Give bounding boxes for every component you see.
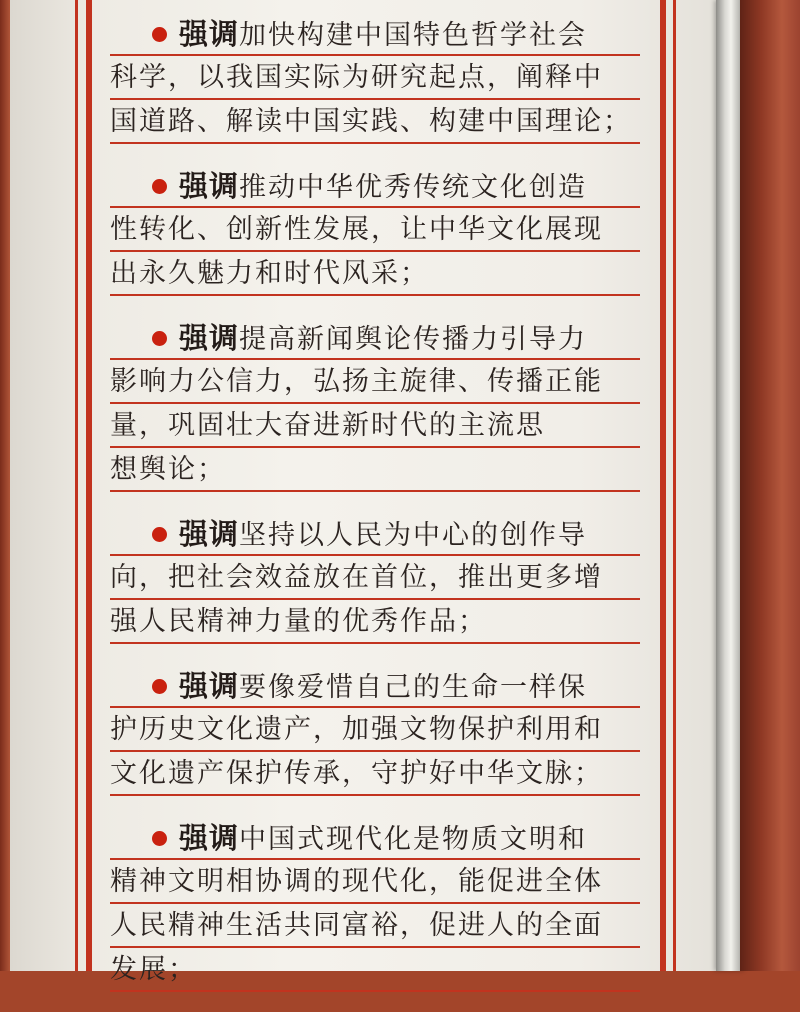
keyword: 强调	[179, 517, 240, 551]
line-text: 护历史文化遗产，加强文物保护利用和	[110, 714, 603, 745]
keyword: 强调	[179, 321, 240, 355]
bullet-icon	[152, 679, 167, 694]
leather-background-left	[0, 0, 10, 971]
keyword: 强调	[179, 669, 240, 703]
line-text: 发展；	[110, 954, 197, 985]
line-text: 加快构建中国特色哲学社会	[239, 20, 588, 51]
line-text: 推动中华优秀传统文化创造	[239, 172, 588, 203]
line-text: 想舆论；	[110, 454, 226, 485]
line-text: 人民精神生活共同富裕，促进人的全面	[110, 910, 603, 941]
line-text: 要像爱惜自己的生命一样保	[239, 672, 588, 703]
line-text: 影响力公信力，弘扬主旋律、传播正能	[110, 366, 603, 397]
border-line-left-inner	[86, 0, 92, 971]
border-line-right-outer	[673, 0, 676, 971]
line-text: 国道路、解读中国实践、构建中国理论；	[110, 106, 632, 137]
line-text: 坚持以人民为中心的创作导	[239, 520, 588, 551]
line-text: 提高新闻舆论传播力引导力	[239, 324, 588, 355]
emphasis-paragraph	[110, 664, 640, 796]
line-text: 量，巩固壮大奋进新时代的主流思	[110, 410, 545, 441]
line-text: 文化遗产保护传承，守护好中华文脉；	[110, 758, 603, 789]
keyword: 强调	[179, 821, 240, 855]
bullet-icon	[152, 527, 167, 542]
emphasis-paragraph	[110, 816, 640, 992]
emphasis-paragraph	[110, 164, 640, 296]
line-text: 出永久魅力和时代风采；	[110, 258, 429, 289]
emphasis-paragraph	[110, 316, 640, 492]
bullet-icon	[152, 27, 167, 42]
line-text: 科学，以我国实际为研究起点，阐释中	[110, 62, 603, 93]
bullet-icon	[152, 831, 167, 846]
border-line-left-outer	[75, 0, 78, 971]
bullet-icon	[152, 331, 167, 346]
emphasis-paragraph	[110, 512, 640, 644]
document-content	[110, 12, 640, 1012]
border-line-right-inner	[660, 0, 666, 971]
line-text: 性转化、创新性发展，让中华文化展现	[110, 214, 603, 245]
keyword: 强调	[179, 17, 240, 51]
line-text: 向，把社会效益放在首位，推出更多增	[110, 562, 603, 593]
leather-background-right	[740, 0, 800, 971]
line-text: 精神文明相协调的现代化，能促进全体	[110, 866, 603, 897]
bullet-icon	[152, 179, 167, 194]
line-text: 强人民精神力量的优秀作品；	[110, 606, 487, 637]
emphasis-paragraph	[110, 12, 640, 144]
line-text: 中国式现代化是物质文明和	[239, 824, 588, 855]
keyword: 强调	[179, 169, 240, 203]
